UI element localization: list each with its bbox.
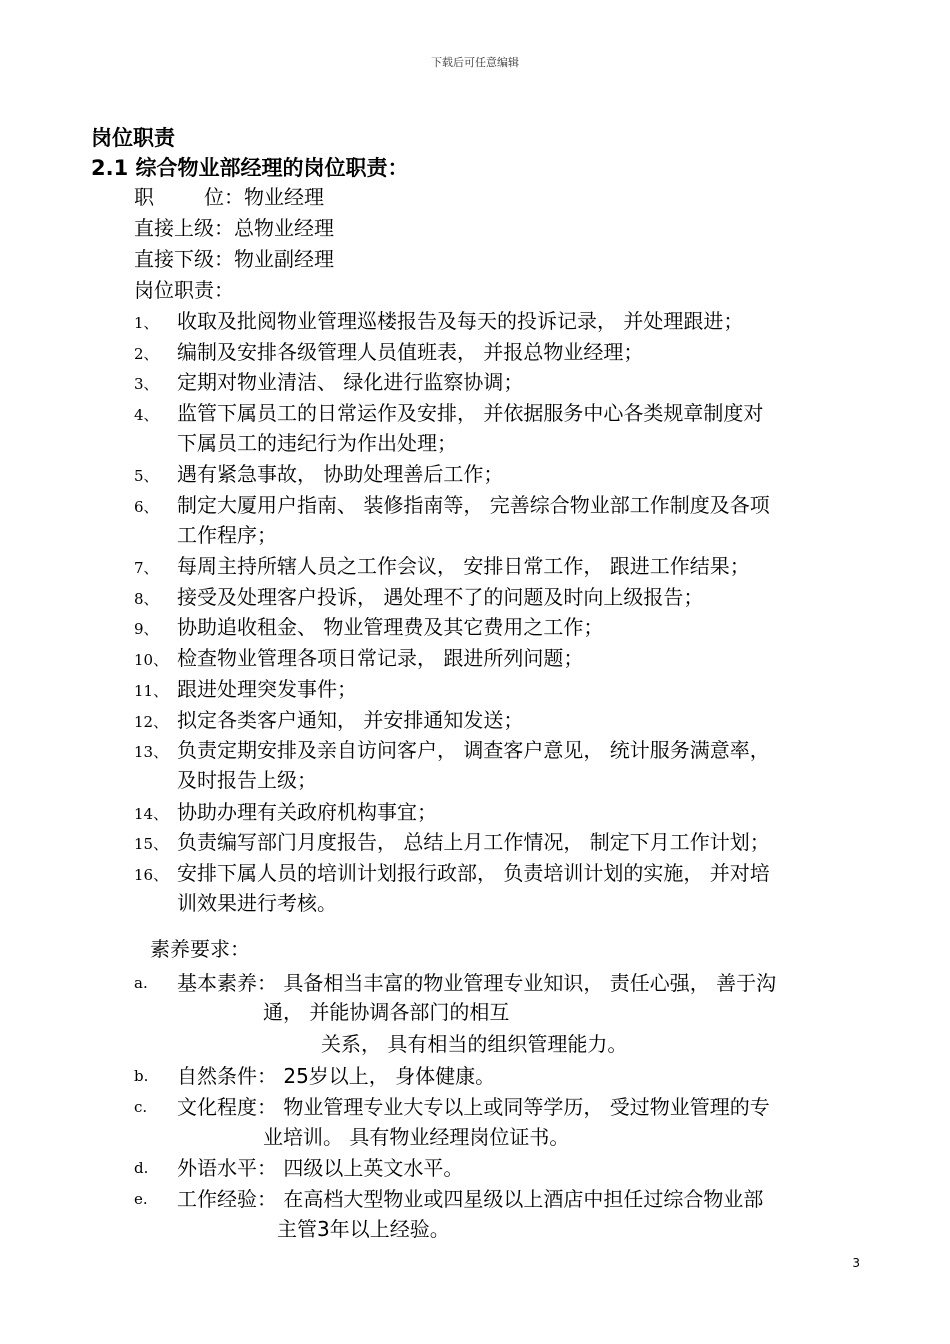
info-subordinate-key: 直接下级： <box>134 247 234 271</box>
list-item-number: 15、 <box>134 835 169 853</box>
list-item-letter: a. <box>134 974 148 992</box>
list-item-text-cont: 下属员工的违纪行为作出处理； <box>177 431 457 455</box>
list-item-text: 定期对物业清洁、 绿化进行监察协调； <box>177 370 524 394</box>
info-position <box>134 182 324 212</box>
list-item-text-cont: 工作程序； <box>177 523 277 547</box>
list-item-number: 14、 <box>134 805 169 823</box>
list-item-number: 1、 <box>134 314 159 332</box>
list-item-number: 8、 <box>134 590 159 608</box>
list-item-number: 11、 <box>134 682 169 700</box>
list-item-text: 工作经验： 在高档大型物业或四星级以上酒店中担任过综合物业部 <box>177 1187 764 1211</box>
list-item-text: 外语水平： 四级以上英文水平。 <box>177 1156 464 1180</box>
list-item-text-cont: 主管3年以上经验。 <box>277 1217 450 1241</box>
list-item-number: 9、 <box>134 620 159 638</box>
page-header: 下载后可任意编辑 <box>431 56 519 69</box>
list-item-text: 协助办理有关政府机构事宜； <box>177 800 437 824</box>
list-item-text: 遇有紧急事故， 协助处理善后工作； <box>177 462 504 486</box>
info-position-key-b: 位： <box>204 185 244 209</box>
list-item-number: 7、 <box>134 559 159 577</box>
list-item-text: 安排下属人员的培训计划报行政部， 负责培训计划的实施， 并对培 <box>177 861 770 885</box>
info-subordinate <box>134 244 334 274</box>
list-item-letter: d. <box>134 1159 149 1177</box>
list-item-letter: c. <box>134 1098 148 1116</box>
list-item-number: 6、 <box>134 498 159 516</box>
list-item-text: 基本素养： 具备相当丰富的物业管理专业知识， 责任心强， 善于沟 <box>177 971 777 995</box>
page-title: 岗位职责 <box>91 126 175 150</box>
list-item-text: 接受及处理客户投诉， 遇处理不了的问题及时向上级报告； <box>177 585 704 609</box>
list-item-number: 2、 <box>134 345 159 363</box>
list-item-text: 每周主持所辖人员之工作会议， 安排日常工作， 跟进工作结果； <box>177 554 750 578</box>
info-position-key-a: 职 <box>134 185 154 209</box>
section-title: 2.1 综合物业部经理的岗位职责： <box>91 156 409 180</box>
page-number: 3 <box>852 1256 860 1270</box>
list-item-text: 跟进处理突发事件； <box>177 677 357 701</box>
list-item-text: 检查物业管理各项日常记录， 跟进所列问题； <box>177 646 584 670</box>
list-item-text-cont: 关系， 具有相当的组织管理能力。 <box>321 1032 628 1056</box>
info-superior-value: 总物业经理 <box>234 216 334 240</box>
list-item-text: 协助追收租金、 物业管理费及其它费用之工作； <box>177 615 604 639</box>
list-item-text: 拟定各类客户通知， 并安排通知发送； <box>177 708 524 732</box>
list-item-number: 12、 <box>134 713 169 731</box>
list-item-text: 文化程度： 物业管理专业大专以上或同等学历， 受过物业管理的专 <box>177 1095 770 1119</box>
list-item-text: 负责编写部门月度报告， 总结上月工作情况， 制定下月工作计划； <box>177 830 770 854</box>
list-item-text: 负责定期安排及亲自访问客户， 调查客户意见， 统计服务满意率， <box>177 738 770 762</box>
list-item-text-cont: 业培训。 具有物业经理岗位证书。 <box>263 1125 570 1149</box>
duties-label: 岗位职责： <box>134 278 234 302</box>
list-item-number: 16、 <box>134 866 169 884</box>
info-superior-key: 直接上级： <box>134 216 234 240</box>
list-item-number: 10、 <box>134 651 169 669</box>
requirements-label: 素养要求： <box>150 937 250 961</box>
list-item-number: 5、 <box>134 467 159 485</box>
list-item-number: 4、 <box>134 406 159 424</box>
info-position-value: 物业经理 <box>244 185 324 209</box>
list-item-letter: e. <box>134 1190 148 1208</box>
list-item-text-cont: 通， 并能协调各部门的相互 <box>263 1000 510 1024</box>
list-item-text: 编制及安排各级管理人员值班表， 并报总物业经理； <box>177 340 644 364</box>
list-item-letter: b. <box>134 1067 149 1085</box>
list-item-text: 制定大厦用户指南、 装修指南等， 完善综合物业部工作制度及各项 <box>177 493 770 517</box>
list-item-text: 监管下属员工的日常运作及安排， 并依据服务中心各类规章制度对 <box>177 401 764 425</box>
info-subordinate-value: 物业副经理 <box>234 247 334 271</box>
list-item-text-cont: 训效果进行考核。 <box>177 891 337 915</box>
info-superior <box>134 213 334 243</box>
list-item-number: 3、 <box>134 375 159 393</box>
list-item-text: 收取及批阅物业管理巡楼报告及每天的投诉记录， 并处理跟进； <box>177 309 744 333</box>
list-item-number: 13、 <box>134 743 169 761</box>
list-item-text: 自然条件： 25岁以上， 身体健康。 <box>177 1064 496 1088</box>
list-item-text-cont: 及时报告上级； <box>177 768 317 792</box>
